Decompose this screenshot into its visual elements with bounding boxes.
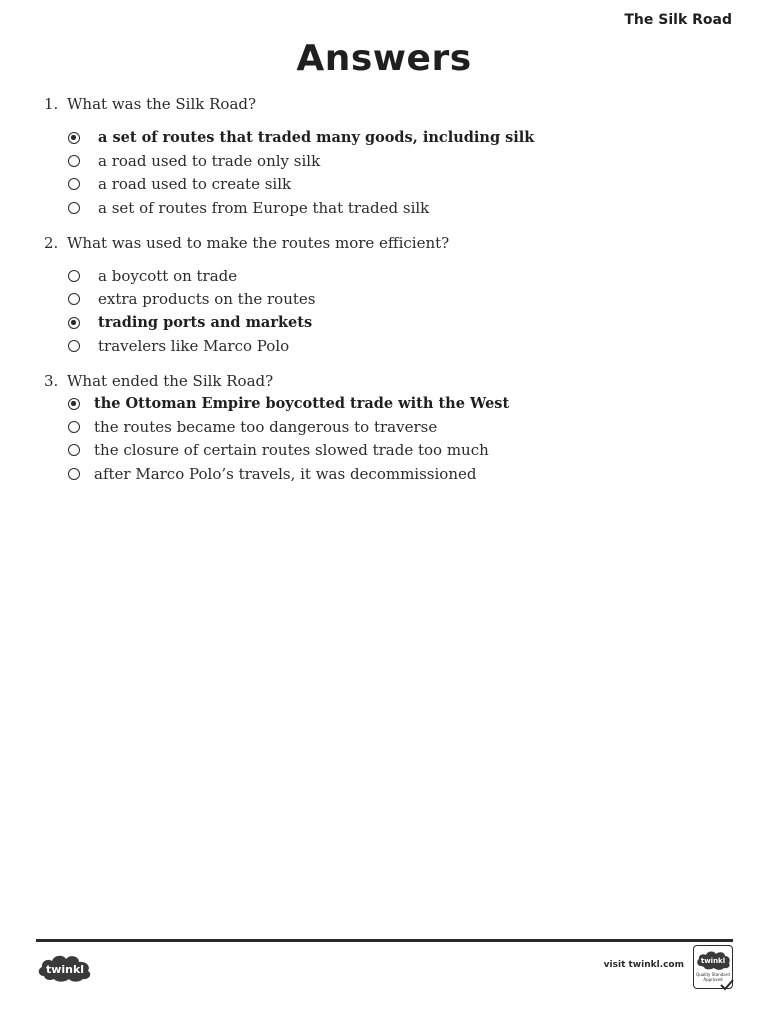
question-text: What was used to make the routes more efficient? bbox=[67, 234, 450, 252]
answer-option[interactable] bbox=[0, 151, 700, 173]
badge-caption: Quality Standard Approved bbox=[696, 972, 730, 982]
radio-empty-icon[interactable] bbox=[68, 202, 80, 214]
checkmark-icon bbox=[720, 979, 734, 991]
badge-cloud-icon bbox=[694, 946, 732, 972]
answer-option-label: the routes became too dangerous to traverse bbox=[94, 418, 438, 436]
answer-option[interactable] bbox=[0, 313, 700, 335]
answer-option[interactable] bbox=[0, 336, 700, 358]
page-title: Answers bbox=[296, 38, 472, 79]
radio-empty-icon[interactable] bbox=[68, 155, 80, 167]
answer-option[interactable] bbox=[0, 128, 700, 150]
answer-option-label: trading ports and markets bbox=[98, 314, 313, 331]
quality-badge bbox=[693, 945, 733, 989]
answer-option-label: a road used to create silk bbox=[98, 175, 292, 193]
radio-selected-icon[interactable] bbox=[68, 317, 80, 329]
answer-option-label: after Marco Polo’s travels, it was decommissioned bbox=[94, 465, 477, 483]
answer-option[interactable] bbox=[0, 266, 700, 288]
answer-option[interactable] bbox=[0, 440, 700, 462]
radio-empty-icon[interactable] bbox=[68, 444, 80, 456]
answer-option-label: the Ottoman Empire boycotted trade with the West bbox=[94, 395, 510, 412]
badge-logo-text: twinkl bbox=[700, 957, 726, 965]
answer-option-label: a boycott on trade bbox=[98, 267, 238, 285]
answer-option[interactable] bbox=[0, 174, 700, 196]
question-number: 1. bbox=[44, 95, 59, 113]
document-topic: The Silk Road bbox=[624, 12, 732, 28]
radio-empty-icon[interactable] bbox=[68, 178, 80, 190]
radio-selected-icon[interactable] bbox=[68, 398, 80, 410]
answer-option-label: travelers like Marco Polo bbox=[98, 337, 290, 355]
answer-option-label: a road used to trade only silk bbox=[98, 152, 321, 170]
footer-divider bbox=[36, 939, 733, 942]
question-number: 3. bbox=[44, 372, 59, 390]
radio-selected-icon[interactable] bbox=[68, 132, 80, 144]
logo-text: twinkl bbox=[45, 963, 85, 976]
answer-option-label: the closure of certain routes slowed trade too much bbox=[94, 441, 489, 459]
answer-option[interactable] bbox=[0, 289, 700, 311]
radio-empty-icon[interactable] bbox=[68, 293, 80, 305]
twinkl-logo bbox=[36, 950, 94, 984]
answer-option-label: extra products on the routes bbox=[98, 290, 316, 308]
answer-option[interactable] bbox=[0, 464, 700, 486]
question-text: What ended the Silk Road? bbox=[67, 372, 274, 390]
cloud-logo-icon bbox=[36, 950, 94, 984]
radio-empty-icon[interactable] bbox=[68, 421, 80, 433]
answer-option[interactable] bbox=[0, 417, 700, 439]
visit-website-link[interactable]: visit twinkl.com bbox=[603, 960, 684, 970]
answer-option[interactable] bbox=[0, 394, 700, 416]
question-text: What was the Silk Road? bbox=[67, 95, 257, 113]
answer-option[interactable] bbox=[0, 198, 700, 220]
radio-empty-icon[interactable] bbox=[68, 468, 80, 480]
answer-option-label: a set of routes that traded many goods, including silk bbox=[98, 129, 535, 146]
radio-empty-icon[interactable] bbox=[68, 270, 80, 282]
radio-empty-icon[interactable] bbox=[68, 340, 80, 352]
answer-option-label: a set of routes from Europe that traded silk bbox=[98, 199, 430, 217]
question-number: 2. bbox=[44, 234, 59, 252]
